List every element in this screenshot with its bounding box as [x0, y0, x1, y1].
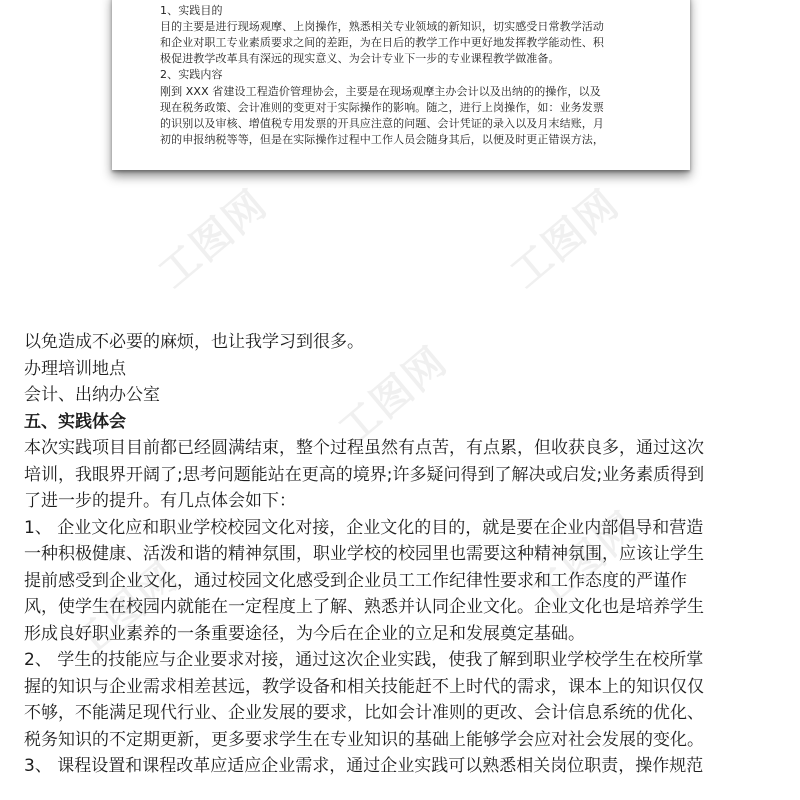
paragraph-line: 极促进教学改革具有深远的现实意义、为会计专业下一步的专业课程教学做准备。: [160, 52, 560, 66]
paragraph-line: 风，使学生在校园内就能在一定程度上了解、熟悉并认同企业文化。企业文化也是培养学生: [24, 597, 704, 617]
paragraph-line: 了进一步的提升。有几点体会如下：: [24, 491, 296, 511]
paragraph-line: 初的申报纳税等等，但是在实际操作过程中工作人员会随身其后，以便及时更正错误方法，: [160, 132, 604, 146]
watermark: 工图网: [62, 553, 189, 670]
paragraph-line: 以免造成不必要的麻烦，也让我学习到很多。: [24, 332, 364, 352]
paragraph-line: 形成良好职业素养的一条重要途径，为今后在企业的立足和发展奠定基础。: [24, 623, 585, 644]
list-item-line: 1、 企业文化应和职业学校校园文化对接，企业文化的目的，就是要在企业内部倡导和营造: [24, 517, 704, 538]
paragraph-line: 不够，不能满足现代行业、企业发展的要求，比如会计准则的更改、会计信息系统的优化、: [24, 703, 704, 723]
paragraph-line: 的识别以及审核、增值税专用发票的开具应注意的问题、会计凭证的录入以及月末结账，月: [160, 116, 604, 130]
subheading: 1、实践目的: [160, 4, 223, 18]
paragraph-line: 提前感受到企业文化，通过校园文化感受到企业员工工作纪律性要求和工作态度的严谨作: [24, 570, 687, 591]
paragraph-line: 税务知识的不定期更新，更多要求学生在专业知识的基础上能够学会应对社会发展的变化。: [24, 729, 704, 750]
paragraph-line: 和企业对职工专业素质要求之间的差距，为在日后的教学工作中更好地发挥教学能动性、积: [160, 36, 604, 50]
document-page-snippet: [112, 0, 690, 170]
watermark: 工图网: [522, 503, 649, 620]
section-heading: 五、实践体会: [24, 411, 126, 432]
paragraph-line: 培训，我眼界开阔了;思考问题能站在更高的境界;许多疑问得到了解决或启发;业务素质得到: [24, 464, 705, 485]
paragraph-line: 刚到 XXX 省建设工程造价管理协会，主要是在现场观摩主办会计以及出纳的的操作，以及: [160, 84, 601, 98]
subheading: 2、实践内容: [160, 68, 223, 82]
paragraph-line: 握的知识与企业需求相差甚远，教学设备和相关技能赶不上时代的需求，课本上的知识仅仅: [24, 676, 704, 697]
paragraph-line: 会计、出纳办公室: [24, 385, 160, 405]
list-item-line: 2、 学生的技能应与企业要求对接，通过这次企业实践，使我了解到职业学校学生在校所掌: [24, 650, 704, 670]
paragraph-line: 办理培训地点: [24, 358, 126, 379]
paragraph-line: 现在税务政策、会计准则的变更对于实际操作的影响。随之，进行上岗操作，如：业务发票: [160, 100, 604, 114]
document-body: [24, 329, 784, 780]
watermark: 工图网: [150, 181, 277, 298]
paragraph-line: 本次实践项目目前都已经圆满结束，整个过程虽然有点苦，有点累，但收获良多，通过这次: [24, 438, 704, 458]
watermark: 工图网: [330, 338, 457, 455]
watermark: 工图网: [502, 181, 629, 298]
paragraph-line: 一种积极健康、活泼和谐的精神氛围，职业学校的校园里也需要这种精神氛围，应该让学生: [24, 544, 704, 564]
list-item-line: 3、 课程设置和课程改革应适应企业需求，通过企业实践可以熟悉相关岗位职责，操作规范: [24, 756, 704, 776]
paragraph-line: 目的主要是进行现场观摩、上岗操作，熟悉相关专业领域的新知识，切实感受日常教学活动: [160, 20, 604, 34]
